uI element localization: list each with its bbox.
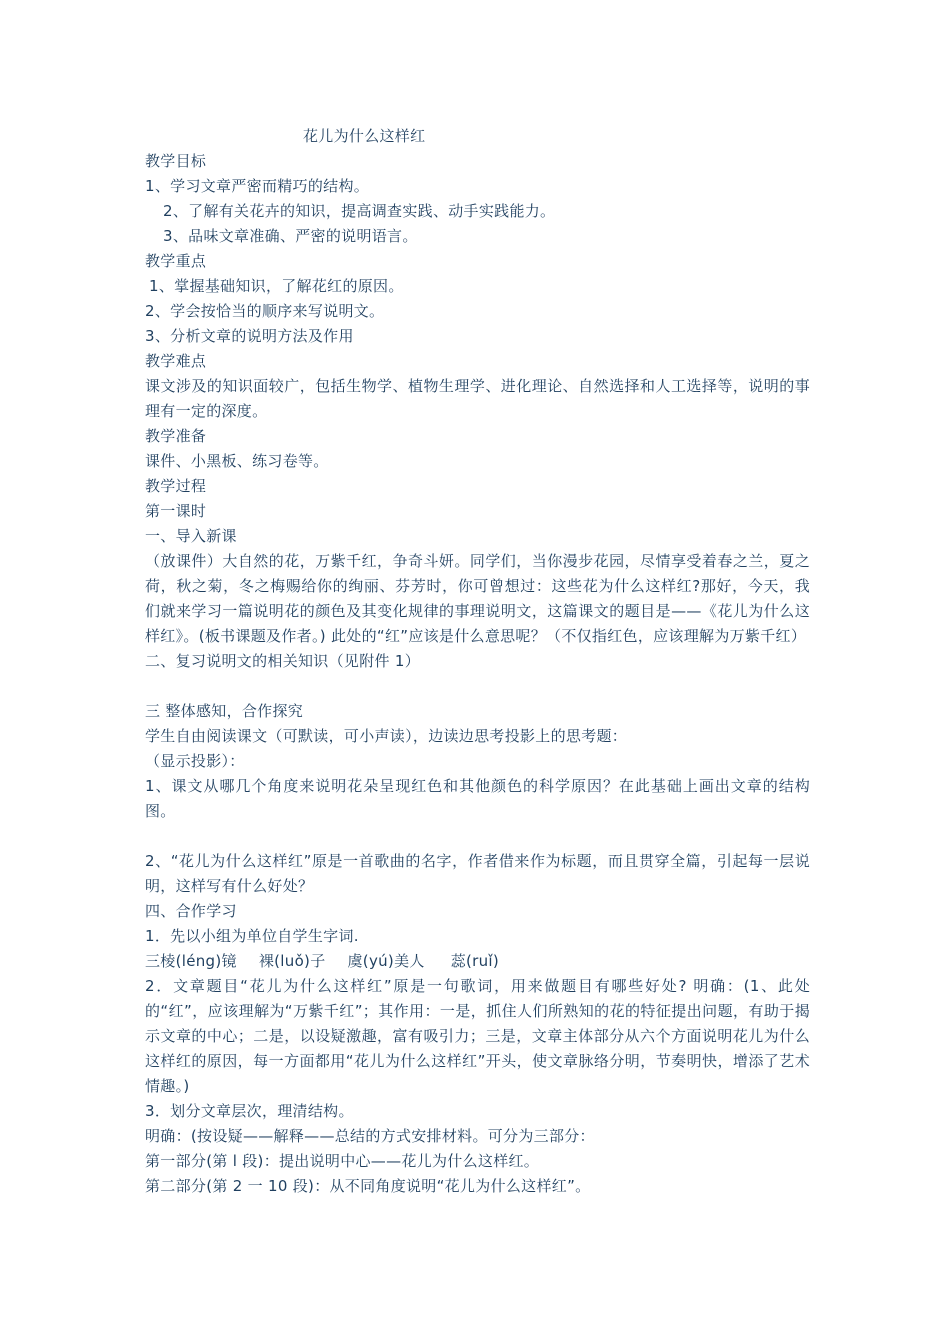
blank-line bbox=[145, 824, 810, 849]
document-title: 花儿为什么这样红 bbox=[303, 127, 426, 145]
question-item: 2、“花儿为什么这样红”原是一首歌曲的名字，作者借来作为标题，而且贯穿全篇，引起每一层说明，这样写有什么好处？ bbox=[145, 852, 810, 895]
goal-item: 2、了解有关花卉的知识，提高调查实践、动手实践能力。 bbox=[163, 202, 556, 220]
key-point-item: 1、掌握基础知识，了解花红的原因。 bbox=[149, 277, 404, 295]
step-item: 3．划分文章层次，理清结构。 bbox=[145, 1102, 354, 1120]
section-heading: 四、合作学习 bbox=[145, 902, 237, 920]
process-heading: 教学过程 bbox=[145, 477, 207, 495]
section-heading: 一、导入新课 bbox=[145, 527, 237, 545]
key-points-heading: 教学重点 bbox=[145, 252, 207, 270]
blank-line bbox=[145, 674, 810, 699]
lesson-label: 第一课时 bbox=[145, 502, 207, 520]
part-item: 第二部分(第 2 一 10 段)：从不同角度说明“花儿为什么这样红”。 bbox=[145, 1177, 591, 1195]
projection-label: （显示投影）： bbox=[145, 752, 245, 770]
section-intro: 学生自由阅读课文（可默读，可小声读），边读边思考投影上的思考题： bbox=[145, 727, 628, 745]
goal-item: 3、品味文章准确、严密的说明语言。 bbox=[163, 227, 418, 245]
clarify-text: 明确：(按设疑——解释——总结的方式安排材料。可分为三部分： bbox=[145, 1127, 595, 1145]
difficulties-heading: 教学难点 bbox=[145, 352, 207, 370]
section-text: （放课件）大自然的花，万紫千红，争奇斗妍。同学们，当你漫步花园，尽情享受着春之兰，夏之荷，秋之菊，冬之梅赐给你的绚丽、芬芳时，你可曾想过：这些花为什么这样红?那好，今天，我们就来学习一篇说明花的颜色及其变化规律的事理说明文，这篇课文的题目是——《花儿为什么这样红》。(板书课题及作者。) 此处的“红”应该是什么意思呢？（不仅指红色，应该理解为万紫千红） bbox=[145, 552, 810, 645]
pinyin-word: 虞(yú)美人 bbox=[347, 952, 425, 970]
pinyin-word: 三棱(léng)镜 bbox=[145, 952, 237, 970]
question-item: 1、课文从哪几个角度来说明花朵呈现红色和其他颜色的科学原因？在此基础上画出文章的结构图。 bbox=[145, 777, 810, 820]
goals-heading: 教学目标 bbox=[145, 152, 207, 170]
section-heading: 二、复习说明文的相关知识（见附件 1） bbox=[145, 652, 421, 670]
key-point-item: 3、分析文章的说明方法及作用 bbox=[145, 327, 354, 345]
key-point-item: 2、学会按恰当的顺序来写说明文。 bbox=[145, 302, 385, 320]
step-item: 2．文章题目“花儿为什么这样红”原是一句歌词，用来做题目有哪些好处? 明确：(1、此处的“红”，应该理解为“万紫千红”；其作用：一是，抓住人们所熟知的花的特征提出问题，有助于揭示文章的中心；二是，以设疑激趣，富有吸引力；三是，文章主体部分从六个方面说明花儿为什么这样红的原因，每一方面都用“花儿为什么这样红”开头，使文章脉络分明，节奏明快，增添了艺术情趣。) bbox=[145, 977, 810, 1095]
goal-item: 1、学习文章严密而精巧的结构。 bbox=[145, 177, 370, 195]
step-item: 1．先以小组为单位自学生字词. bbox=[145, 927, 359, 945]
preparation-text: 课件、小黑板、练习卷等。 bbox=[145, 452, 329, 470]
section-heading: 三 整体感知，合作探究 bbox=[145, 702, 304, 720]
pinyin-word: 蕊(ruǐ) bbox=[450, 952, 500, 970]
part-item: 第一部分(第 l 段)：提出说明中心——花儿为什么这样红。 bbox=[145, 1152, 540, 1170]
difficulties-text: 课文涉及的知识面较广，包括生物学、植物生理学、进化理论、自然选择和人工选择等，说明的事理有一定的深度。 bbox=[145, 377, 810, 420]
document-body bbox=[145, 124, 810, 1199]
pinyin-list bbox=[145, 949, 810, 974]
pinyin-word: 裸(luǒ)子 bbox=[258, 952, 326, 970]
preparation-heading: 教学准备 bbox=[145, 427, 207, 445]
